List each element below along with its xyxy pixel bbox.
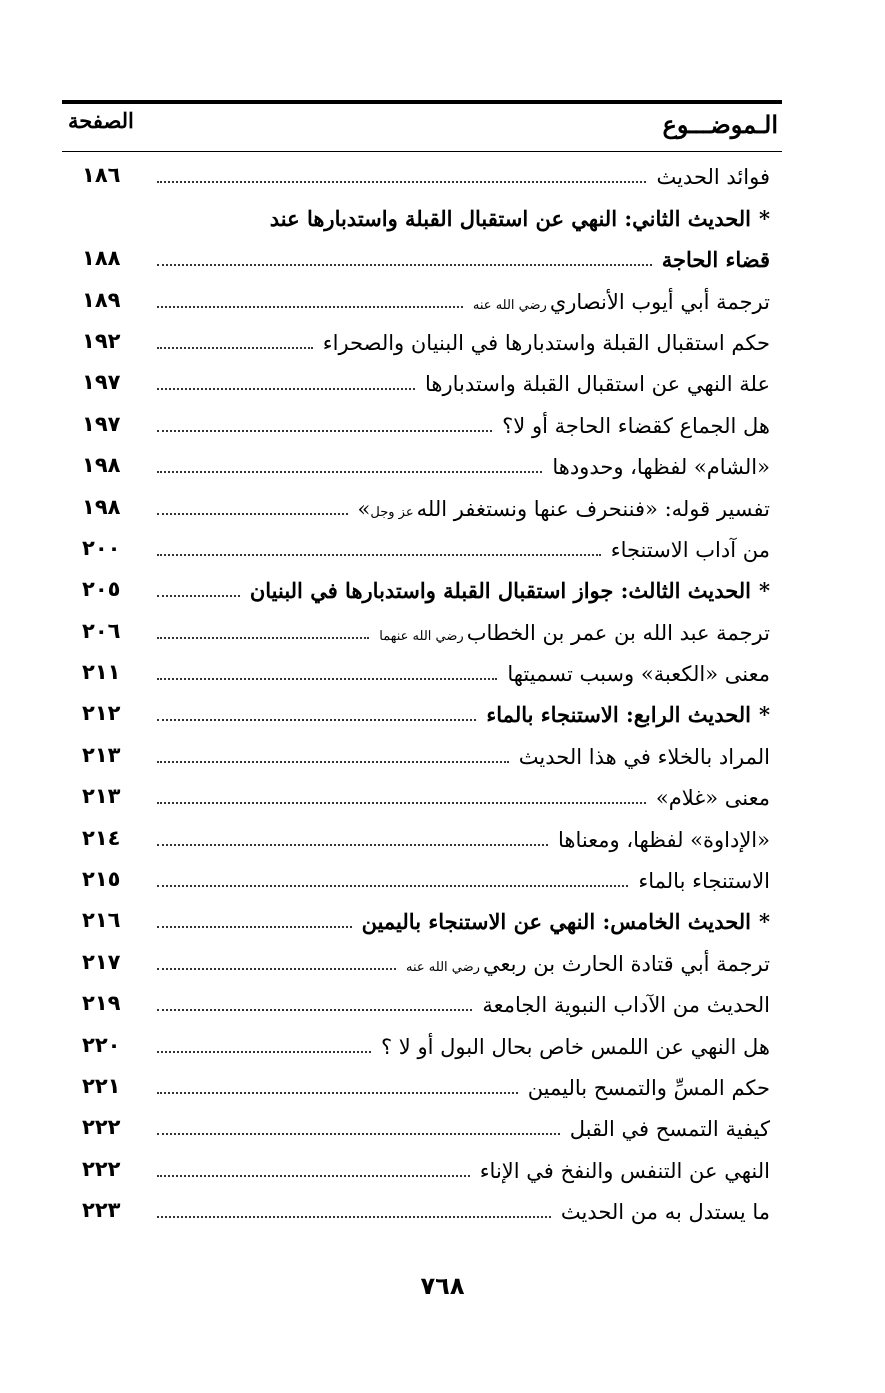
toc-entry-title xyxy=(406,952,770,976)
entry-text: فوائد الحديث xyxy=(656,165,770,190)
honorific-text: رضي الله عنه xyxy=(472,297,547,313)
toc-entry-title xyxy=(656,165,770,189)
toc-entry-title xyxy=(482,993,770,1017)
dot-leader xyxy=(157,430,492,432)
dot-leader xyxy=(157,1092,518,1094)
entry-text: ما يستدل به من الحديث xyxy=(560,1200,770,1225)
toc-entry-title xyxy=(323,331,770,355)
dot-leader xyxy=(157,388,415,390)
toc-row xyxy=(62,1021,782,1062)
entry-text: الحديث الثاني: النهي عن استقبال القبلة واستدبارها عند xyxy=(269,205,752,231)
dot-leader xyxy=(157,719,476,721)
toc-row xyxy=(62,607,782,648)
toc-entry-title xyxy=(507,662,770,686)
toc-row xyxy=(62,276,782,317)
toc-entry-title xyxy=(486,702,770,727)
dot-leader xyxy=(157,968,396,970)
toc-entry-title xyxy=(519,745,770,769)
toc-page-number: ٢١٣ xyxy=(82,784,121,809)
dot-leader xyxy=(157,802,646,804)
dot-leader xyxy=(157,306,463,308)
entry-text: ترجمة أبي أيوب الأنصاري xyxy=(549,289,770,314)
entry-text: ترجمة عبد الله بن عمر بن الخطاب xyxy=(466,620,770,645)
toc-row xyxy=(62,359,782,400)
toc-page-number: ٢٢١ xyxy=(82,1073,121,1098)
page-column-label: الصفحة xyxy=(68,108,134,133)
entry-text: الحديث الخامس: النهي عن الاستنجاء باليمين xyxy=(361,909,752,935)
toc-row xyxy=(62,152,782,193)
toc-page-number: ٢٠٦ xyxy=(82,618,121,643)
toc-row xyxy=(62,814,782,855)
toc-page-number: ٢١٢ xyxy=(82,701,121,726)
toc-row xyxy=(62,193,782,234)
toc-page-number: ١٨٦ xyxy=(82,163,121,188)
dot-leader xyxy=(157,926,352,928)
entry-text: المراد بالخلاء في هذا الحديث xyxy=(518,744,770,769)
dot-leader xyxy=(157,678,497,680)
entry-text: من آداب الاستنجاء xyxy=(610,537,770,562)
dot-leader xyxy=(157,761,509,763)
entry-text: علة النهي عن استقبال القبلة واستدبارها xyxy=(425,372,770,397)
toc-entry-title xyxy=(379,621,770,645)
star-marker: * xyxy=(759,909,770,935)
entry-text: الاستنجاء بالماء xyxy=(638,869,770,894)
toc-entry-title xyxy=(480,1159,770,1183)
entry-text: الحديث الثالث: جواز استقبال القبلة واستدبارها في البنيان xyxy=(249,578,752,604)
dot-leader xyxy=(157,637,369,639)
dot-leader xyxy=(157,885,628,887)
entry-text: هل الجماع كقضاء الحاجة أو لا؟ xyxy=(502,413,770,438)
toc-page-number: ٢١٤ xyxy=(82,825,121,850)
toc-entry-title xyxy=(552,455,770,479)
toc-page-number: ٢١١ xyxy=(82,660,121,685)
toc-entry-title xyxy=(656,786,770,810)
dot-leader xyxy=(157,1175,470,1177)
entry-text: هل النهي عن اللمس خاص بحال البول أو لا ؟ xyxy=(380,1034,770,1059)
toc-entry-title xyxy=(358,497,770,521)
toc-entry-title xyxy=(362,909,770,934)
toc-entry-title xyxy=(250,578,770,603)
toc-row xyxy=(62,400,782,441)
dot-leader xyxy=(157,1133,560,1135)
toc-page-number: ٢٠٠ xyxy=(82,535,121,560)
toc-list xyxy=(62,152,782,1228)
toc-entry-title xyxy=(638,869,770,893)
entry-text: ترجمة أبي قتادة الحارث بن ربعي xyxy=(482,951,770,976)
toc-page-number: ٢١٧ xyxy=(82,949,121,974)
entry-text: «الإداوة» لفظها، ومعناها xyxy=(557,827,770,852)
toc-entry-title xyxy=(561,1200,770,1224)
toc-entry-title xyxy=(662,247,770,272)
star-marker: * xyxy=(759,702,770,728)
entry-text: قضاء الحاجة xyxy=(661,247,770,273)
toc-page-number: ١٩٧ xyxy=(82,411,121,436)
dot-leader xyxy=(157,1216,551,1218)
toc-row xyxy=(62,525,782,566)
entry-text: حكم المسِّ والتمسح باليمين xyxy=(527,1075,770,1100)
toc-page-number: ٢٢٠ xyxy=(82,1032,121,1057)
dot-leader xyxy=(157,554,601,556)
dot-leader xyxy=(157,595,240,597)
toc-entry-title xyxy=(502,414,770,438)
toc-row xyxy=(62,235,782,276)
toc-entry-title xyxy=(558,828,770,852)
toc-row xyxy=(62,1187,782,1228)
toc-entry-title xyxy=(611,538,770,562)
toc-page-number: ٢٢٢ xyxy=(82,1115,121,1140)
star-marker: * xyxy=(759,578,770,604)
entry-text: الحديث الرابع: الاستنجاء بالماء xyxy=(486,702,752,728)
toc-row xyxy=(62,897,782,938)
toc-row xyxy=(62,649,782,690)
toc-page-number: ٢١٥ xyxy=(82,867,121,892)
toc-row xyxy=(62,483,782,524)
toc-row xyxy=(62,856,782,897)
toc-row xyxy=(62,318,782,359)
dot-leader xyxy=(157,471,542,473)
toc-row xyxy=(62,938,782,979)
topic-column-label: الـموضـــوع xyxy=(662,110,778,139)
toc-row xyxy=(62,1104,782,1145)
toc-page-number: ٢٢٣ xyxy=(82,1198,121,1223)
toc-row xyxy=(62,773,782,814)
toc-entry-title xyxy=(528,1076,770,1100)
toc-row xyxy=(62,442,782,483)
entry-text: معنى «غلام» xyxy=(655,786,770,811)
toc-entry-title xyxy=(270,206,770,231)
toc-page-number: ٢٢٢ xyxy=(82,1156,121,1181)
dot-leader xyxy=(157,1009,472,1011)
dot-leader xyxy=(157,513,348,515)
toc-page-number: ١٨٩ xyxy=(82,287,121,312)
toc-row xyxy=(62,566,782,607)
honorific-text: رضي الله عنهما xyxy=(379,628,464,644)
entry-text: حكم استقبال القبلة واستدبارها في البنيان والصحراء xyxy=(322,330,770,355)
table-header xyxy=(62,100,782,152)
toc-page-number: ٢١٦ xyxy=(82,908,121,933)
toc-page-number: ٢١٣ xyxy=(82,742,121,767)
toc-row xyxy=(62,1063,782,1104)
toc-page-number: ١٩٨ xyxy=(82,453,121,478)
entry-text: كيفية التمسح في القبل xyxy=(569,1117,770,1142)
toc-page-number: ١٩٢ xyxy=(82,328,121,353)
toc-entry-title xyxy=(425,372,770,396)
toc-row xyxy=(62,731,782,772)
entry-text: النهي عن التنفس والنفخ في الإناء xyxy=(479,1158,770,1183)
toc-row xyxy=(62,690,782,731)
honorific-text: عز وجل xyxy=(370,504,414,520)
toc-row xyxy=(62,1145,782,1186)
toc-row xyxy=(62,980,782,1021)
dot-leader xyxy=(157,1051,371,1053)
toc-page-number: ٢٠٥ xyxy=(82,577,121,602)
dot-leader xyxy=(157,844,548,846)
dot-leader xyxy=(157,181,646,183)
star-marker: * xyxy=(759,205,770,231)
dot-leader xyxy=(157,347,313,349)
toc-page-number: ٢١٩ xyxy=(82,991,121,1016)
entry-text: الحديث من الآداب النبوية الجامعة xyxy=(482,993,770,1018)
toc-entry-title xyxy=(473,290,770,314)
dot-leader xyxy=(157,264,652,266)
entry-text-end: » xyxy=(357,496,371,521)
entry-text: «الشام» لفظها، وحدودها xyxy=(552,455,770,480)
toc-entry-title xyxy=(381,1035,770,1059)
toc-page-number: ١٩٨ xyxy=(82,494,121,519)
honorific-text: رضي الله عنه xyxy=(406,959,480,975)
toc-entry-title xyxy=(570,1117,770,1141)
entry-text: معنى «الكعبة» وسبب تسميتها xyxy=(507,662,770,687)
toc-page-number: ١٨٨ xyxy=(82,246,121,271)
entry-text: تفسير قوله: «فننحرف عنها ونستغفر الله xyxy=(416,496,770,521)
page-number: ٧٦٨ xyxy=(420,1272,465,1300)
toc-page-number: ١٩٧ xyxy=(82,370,121,395)
